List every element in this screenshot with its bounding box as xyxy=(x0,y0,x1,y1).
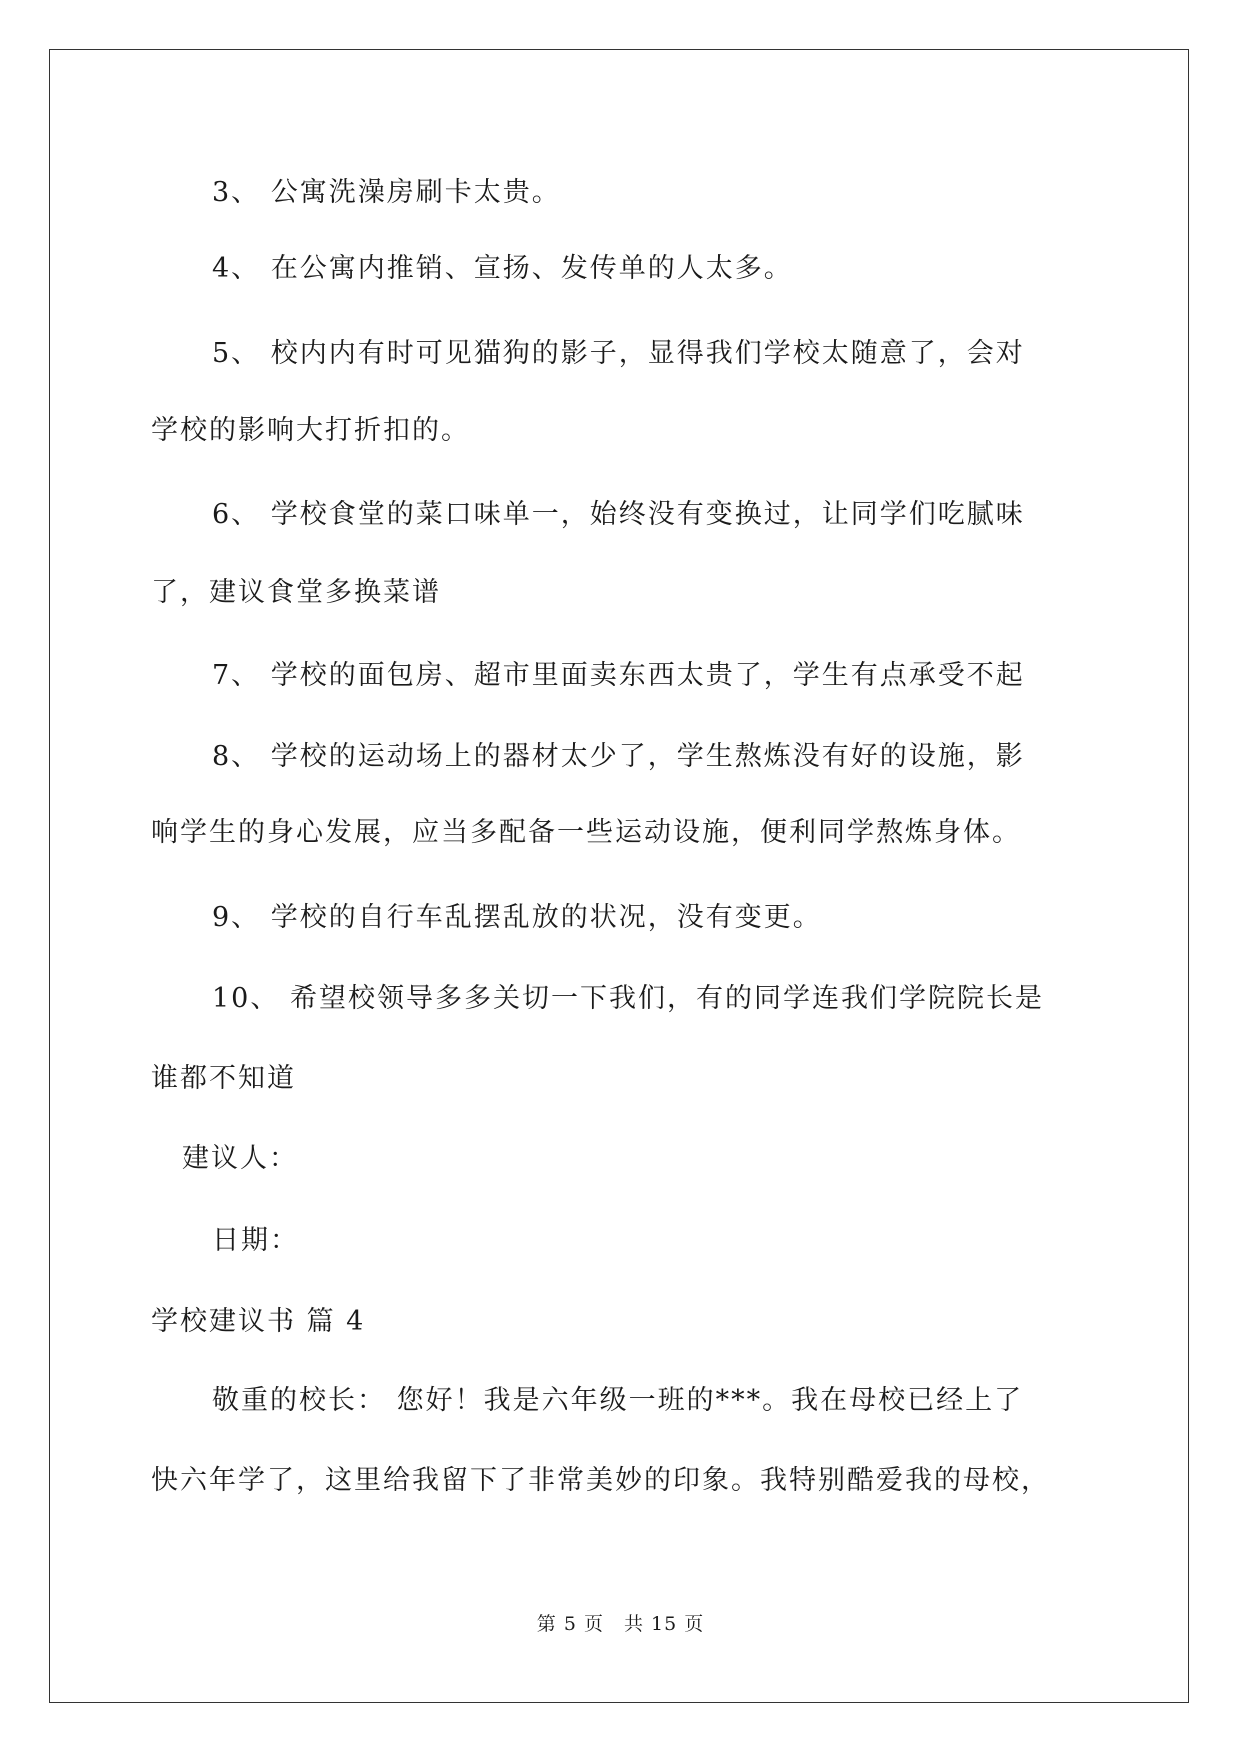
date-label: 日期： xyxy=(212,1225,299,1256)
item-6-line-2: 了，建议食堂多换菜谱 xyxy=(151,577,441,608)
letter-line-1: 敬重的校长： 您好！我是六年级一班的***。我在母校已经上了 xyxy=(212,1385,1024,1416)
letter-line-2: 快六年学了，这里给我留下了非常美妙的印象。我特别酷爱我的母校， xyxy=(151,1465,1050,1496)
section-heading: 学校建议书 篇 4 xyxy=(151,1306,366,1337)
item-10-line-1: 10、 希望校领导多多关切一下我们，有的同学连我们学院院长是 xyxy=(212,983,1044,1014)
item-3: 3、 公寓洗澡房刷卡太贵。 xyxy=(212,177,561,208)
item-5-line-2: 学校的影响大打折扣的。 xyxy=(151,415,470,446)
page-border xyxy=(49,49,1189,1703)
item-8-line-2: 响学生的身心发展，应当多配备一些运动设施，便利同学熬炼身体。 xyxy=(151,817,1021,848)
item-4: 4、 在公寓内推销、宣扬、发传单的人太多。 xyxy=(212,253,793,284)
item-7: 7、 学校的面包房、超市里面卖东西太贵了，学生有点承受不起 xyxy=(212,660,1025,691)
item-9: 9、 学校的自行车乱摆乱放的状况，没有变更。 xyxy=(212,902,822,933)
item-5-line-1: 5、 校内内有时可见猫狗的影子，显得我们学校太随意了，会对 xyxy=(212,338,1025,369)
item-10-line-2: 谁都不知道 xyxy=(151,1063,296,1094)
item-8-line-1: 8、 学校的运动场上的器材太少了，学生熬炼没有好的设施，影 xyxy=(212,741,1025,772)
item-6-line-1: 6、 学校食堂的菜口味单一，始终没有变换过，让同学们吃腻味 xyxy=(212,499,1025,530)
proposer-label: 建议人： xyxy=(182,1143,298,1174)
page-number-footer: 第 5 页 共 15 页 xyxy=(536,1613,705,1635)
